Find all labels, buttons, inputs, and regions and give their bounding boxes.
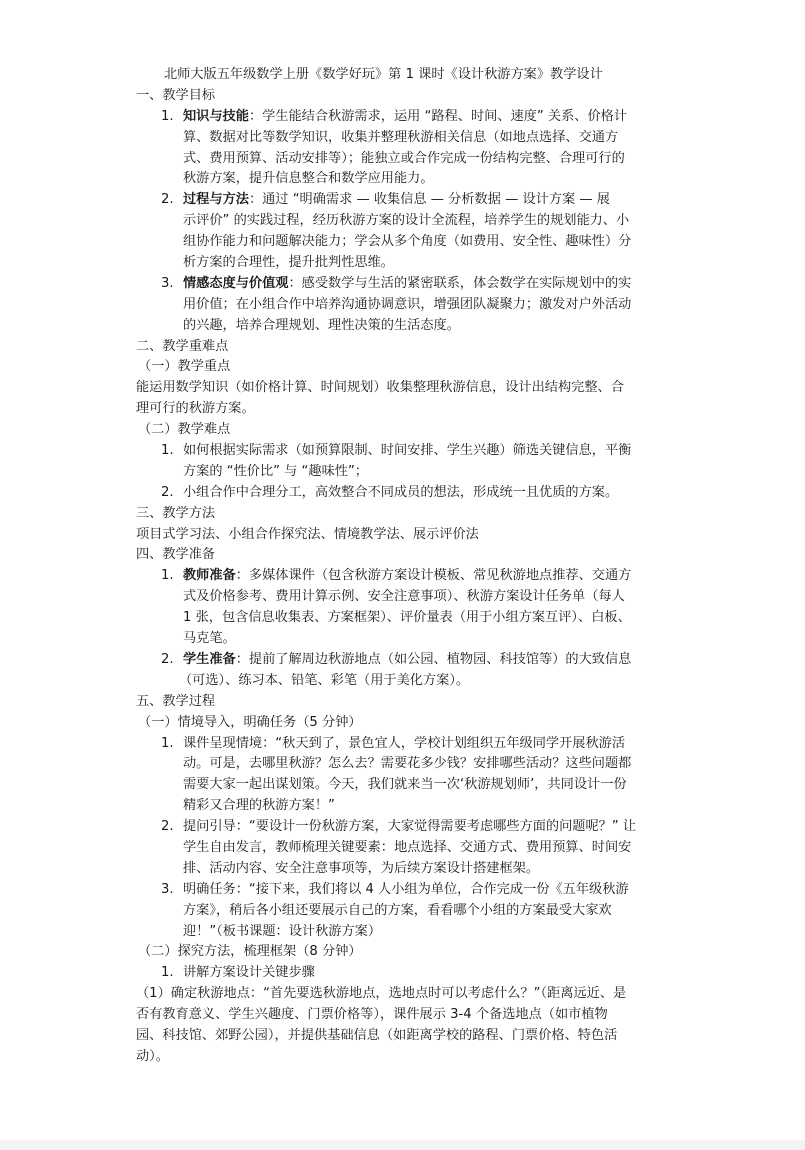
goal-text-line: 式、费用预算、活动安排等）；能独立或合作完成一份结构完整、合理可行的 (183, 150, 625, 166)
methods-text: 项目式学习法、小组合作探究法、情境教学法、展示评价法 (136, 526, 479, 542)
section-heading-process: 五、教学过程 (136, 693, 216, 709)
list-number: 1. (161, 965, 174, 981)
subheading-focus: （一）教学重点 (138, 359, 231, 375)
process-text-line: 动。可是，去哪里秋游？怎么去？需要花多少钱？安排哪些活动？这些问题都 (183, 756, 632, 772)
process-text-line: 学生自由发言，教师梳理关键要素：地点选择、交通方式、费用预算、时间安 (183, 839, 632, 855)
process-text-line: 精彩又合理的秋游方案！” (183, 798, 335, 814)
goal-text-line: 示评价” 的实践过程，经历秋游方案的设计全流程，培养学生的规划能力、小 (183, 213, 630, 229)
list-number: 2. (161, 192, 174, 208)
list-number: 2. (161, 651, 174, 667)
process-text: 明确任务：“接下来，我们将以 4 人小组为单位，合作完成一份《五年级秋游 (183, 881, 629, 897)
preparation-text: ：提前了解周边秋游地点（如公园、植物园、科技馆等）的大致信息 (235, 651, 632, 667)
preparation-item-1 (136, 566, 676, 587)
section-heading-methods: 三、教学方法 (136, 505, 216, 521)
process-item-1 (136, 734, 676, 755)
difficulty-item-1 (136, 441, 676, 462)
subheading-process-part2: （二）探究方法，梳理框架（8 分钟） (138, 944, 362, 960)
difficulty-text: 小组合作中合理分工，高效整合不同成员的想法，形成统一且优质的方案。 (183, 484, 619, 500)
preparation-text-line: 式及价格参考、费用计算示例、安全注意事项）、秋游方案设计任务单（每人 (183, 589, 625, 605)
process-text-line: 方案》，稍后各小组还要展示自己的方案，看看哪个小组的方案最受大家欢 (183, 902, 612, 918)
step-text-line: 园、科技馆、郊野公园），并提供基础信息（如距离学校的路程、门票价格、特色活 (136, 1027, 618, 1043)
process-item-3 (136, 880, 676, 901)
goal-text-line: 析方案的合理性，提升批判性思维。 (183, 255, 394, 271)
process-text-line: 迎！”（板书课题：设计秋游方案） (183, 923, 382, 939)
process-item-2 (136, 817, 676, 838)
section-heading-preparation: 四、教学准备 (136, 547, 216, 563)
subheading-difficulty: （二）教学难点 (138, 422, 231, 438)
list-number: 2. (161, 819, 174, 835)
step-text-line: 否有教育意义、学生兴趣度、门票价格等），课件展示 3-4 个备选地点（如市植物 (136, 1007, 608, 1023)
focus-text-line: 理可行的秋游方案。 (136, 401, 255, 417)
step-text-line: 动）。 (136, 1048, 169, 1064)
list-number: 1. (161, 735, 174, 751)
preparation-text-line: 1 张，包含信息收集表、方案框架）、评价量表（用于小组方案互评）、白板、 (183, 610, 631, 626)
goal-label: 知识与技能 (183, 108, 249, 124)
document-body (136, 65, 676, 1068)
difficulty-item-2 (136, 483, 676, 504)
list-number: 3. (161, 881, 174, 897)
goal-text-line: 的兴趣，培养合理规划、理性决策的生活态度。 (183, 317, 460, 333)
preparation-label: 学生准备 (183, 651, 236, 667)
section-heading-keypoints: 二、教学重难点 (136, 338, 229, 354)
goal-label: 过程与方法 (183, 192, 249, 208)
process-text: 讲解方案设计关键步骤 (183, 965, 315, 981)
preparation-text-line: （可选）、练习本、铅笔、彩笔（用于美化方案）。 (179, 672, 470, 688)
process-text-line: 需要大家一起出谋划策。今天，我们就来当一次‘秋游规划师’，共同设计一份 (183, 777, 627, 793)
goal-text-line: 算、数据对比等数学知识，收集并整理秋游相关信息（如地点选择、交通方 (183, 129, 619, 145)
process-part2-item-1 (136, 963, 676, 984)
goal-item-2 (136, 190, 676, 211)
goal-text: ：通过 “明确需求 — 收集信息 — 分析数据 — 设计方案 — 展 (248, 192, 610, 208)
goal-item-1 (136, 107, 676, 128)
process-text: 提问引导：“要设计一份秋游方案，大家觉得需要考虑哪些方面的问题呢？” 让 (183, 819, 637, 835)
preparation-label: 教师准备 (183, 568, 236, 584)
preparation-item-2 (136, 650, 676, 671)
subheading-process-part1: （一）情境导入，明确任务（5 分钟） (138, 714, 362, 730)
difficulty-text-line: 方案的 “性价比” 与 “趣味性”； (183, 463, 368, 479)
goal-text-line: 秋游方案，提升信息整合和数学应用能力。 (183, 171, 434, 187)
goal-text-line: 组协作能力和问题解决能力；学会从多个角度（如费用、安全性、趣味性）分 (183, 234, 632, 250)
process-text: 课件呈现情境：“秋天到了，景色宜人，学校计划组织五年级同学开展秋游活 (183, 735, 626, 751)
focus-text-line: 能运用数学知识（如价格计算、时间规划）收集整理秋游信息，设计出结构完整、合 (136, 380, 624, 396)
goal-text-line: 用价值；在小组合作中培养沟通协调意识，增强团队凝聚力；激发对户外活动 (183, 296, 632, 312)
document-title: 北师大版五年级数学上册《数学好玩》第 1 课时《设计秋游方案》教学设计 (164, 67, 603, 82)
goal-text: ：学生能结合秋游需求，运用 “路程、时间、速度” 关系、价格计 (248, 108, 628, 124)
process-text-line: 排、活动内容、安全注意事项等，为后续方案设计搭建框架。 (183, 860, 540, 876)
section-heading-goals: 一、教学目标 (136, 87, 216, 103)
difficulty-text: 如何根据实际需求（如预算限制、时间安排、学生兴趣）筛选关键信息，平衡 (183, 443, 632, 459)
goal-text: ：感受数学与生活的紧密联系，体会数学在实际规划中的实 (288, 275, 632, 291)
preparation-text-line: 马克笔。 (183, 631, 236, 647)
list-number: 1. (161, 443, 174, 459)
list-number: 1. (161, 108, 174, 124)
goal-label: 情感态度与价值观 (183, 275, 289, 291)
step-text-line: （1）确定秋游地点：“首先要选秋游地点，选地点时可以考虑什么？”（距离远近、是 (136, 986, 627, 1002)
list-number: 3. (161, 275, 174, 291)
list-number: 1. (161, 568, 174, 584)
list-number: 2. (161, 484, 174, 500)
goal-item-3 (136, 274, 676, 295)
preparation-text: ：多媒体课件（包含秋游方案设计模板、常见秋游地点推荐、交通方 (235, 568, 632, 584)
